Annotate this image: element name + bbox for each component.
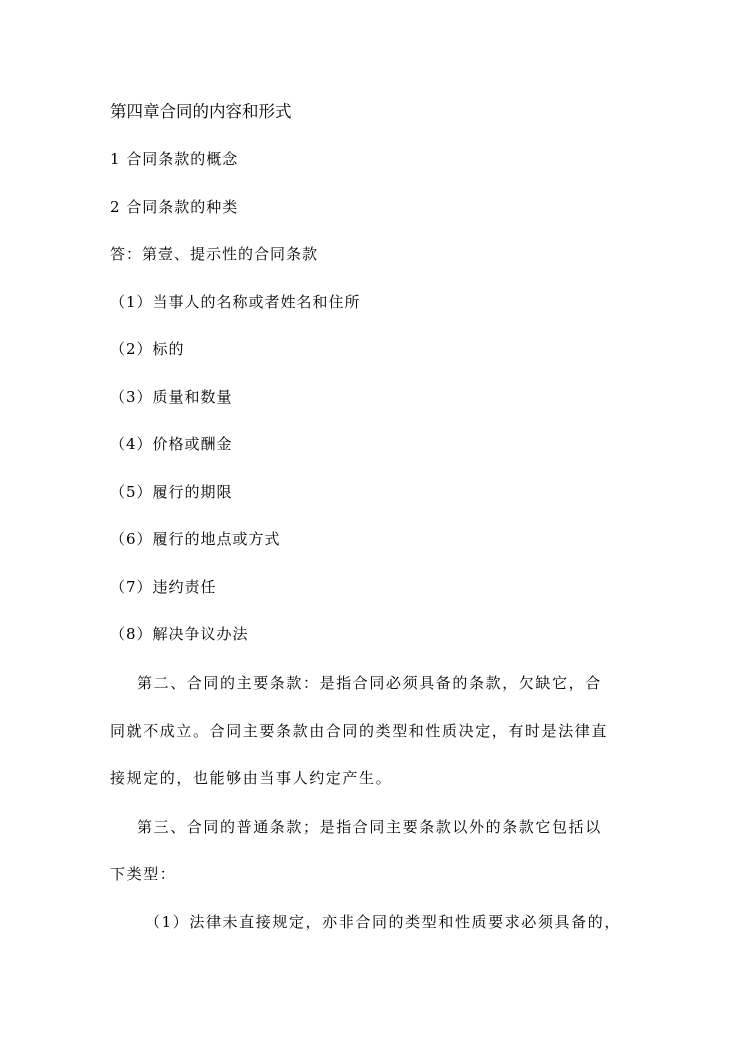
paragraph-line: 第三、合同的普通条款；是指合同主要条款以外的条款它包括以 bbox=[137, 818, 602, 836]
paragraph-line: 第二、合同的主要条款：是指合同必须具备的条款，欠缺它，合 bbox=[137, 674, 602, 692]
text-line: 2 合同条款的种类 bbox=[110, 198, 239, 216]
paragraph-line: 同就不成立。合同主要条款由合同的类型和性质决定，有时是法律直 bbox=[110, 722, 609, 740]
list-item: （8）解决争议办法 bbox=[110, 625, 249, 643]
list-item: （7）违约责任 bbox=[110, 578, 217, 596]
list-item: （5）履行的期限 bbox=[110, 483, 233, 501]
list-item: （1）法律未直接规定，亦非合同的类型和性质要求必须具备的， bbox=[145, 913, 621, 931]
text-line: 答：第壹、提示性的合同条款 bbox=[110, 245, 319, 263]
text-line: 1 合同条款的概念 bbox=[110, 150, 239, 168]
list-item: （2）标的 bbox=[110, 340, 185, 358]
list-item: （6）履行的地点或方式 bbox=[110, 530, 281, 548]
paragraph-line: 接规定的，也能够由当事人约定产生。 bbox=[110, 769, 393, 787]
list-item: （1）当事人的名称或者姓名和住所 bbox=[110, 293, 361, 311]
chapter-title: 第四章合同的内容和形式 bbox=[110, 102, 292, 121]
list-item: （4）价格或酬金 bbox=[110, 435, 233, 453]
paragraph-line: 下类型： bbox=[110, 865, 177, 883]
list-item: （3）质量和数量 bbox=[110, 388, 233, 406]
